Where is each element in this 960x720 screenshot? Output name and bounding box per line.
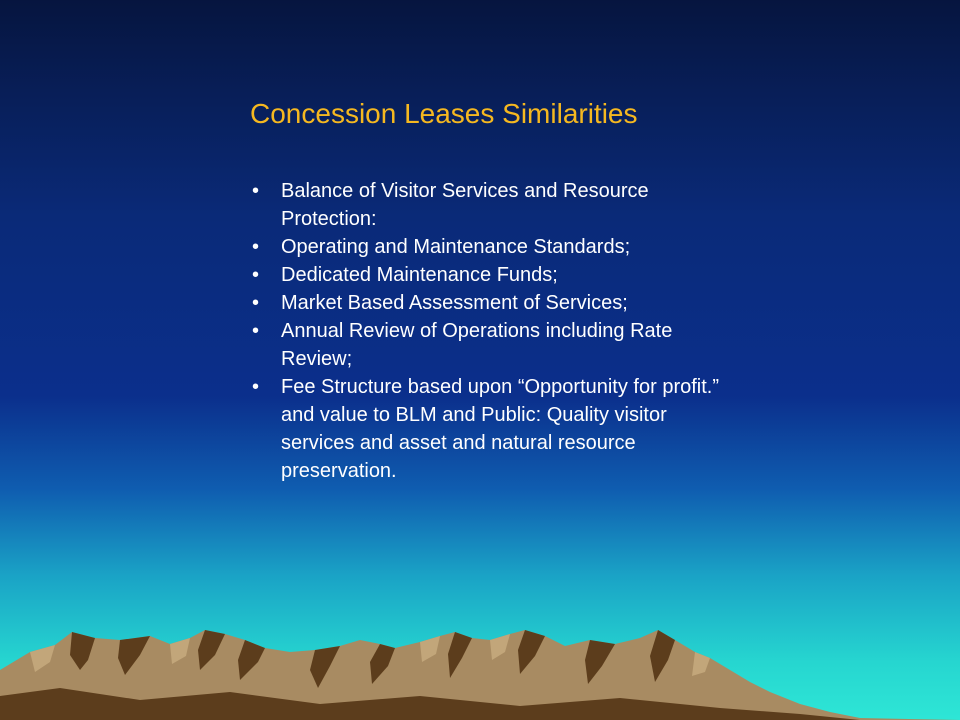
bullet-list xyxy=(250,177,720,485)
bullet-item xyxy=(250,317,720,373)
bullet-text: Balance of Visitor Services and Resource Protection: xyxy=(281,180,649,230)
bullet-text: Annual Review of Operations including Rate Review; xyxy=(281,320,673,370)
bullet-text: Operating and Maintenance Standards; xyxy=(281,236,631,258)
bullet-item xyxy=(250,289,720,317)
bullet-dot: • xyxy=(252,320,260,342)
bullet-dot: • xyxy=(252,264,260,286)
bullet-dot: • xyxy=(252,236,260,258)
bullet-item xyxy=(250,233,720,261)
bullet-text: Market Based Assessment of Services; xyxy=(281,292,628,314)
mountain-range-illustration xyxy=(0,600,960,720)
bullet-item xyxy=(250,177,720,233)
slide-title: Concession Leases Similarities xyxy=(250,98,638,129)
bullet-dot: • xyxy=(252,376,260,398)
bullet-item xyxy=(250,261,720,289)
bullet-text: Dedicated Maintenance Funds; xyxy=(281,264,558,286)
bullet-text: Fee Structure based upon “Opportunity for profit.” and value to BLM and Public: Quality visitor services and asset and natural resource preservation. xyxy=(281,376,719,482)
bullet-dot: • xyxy=(252,292,260,314)
bullet-dot: • xyxy=(252,180,260,202)
bullet-item xyxy=(250,373,720,485)
